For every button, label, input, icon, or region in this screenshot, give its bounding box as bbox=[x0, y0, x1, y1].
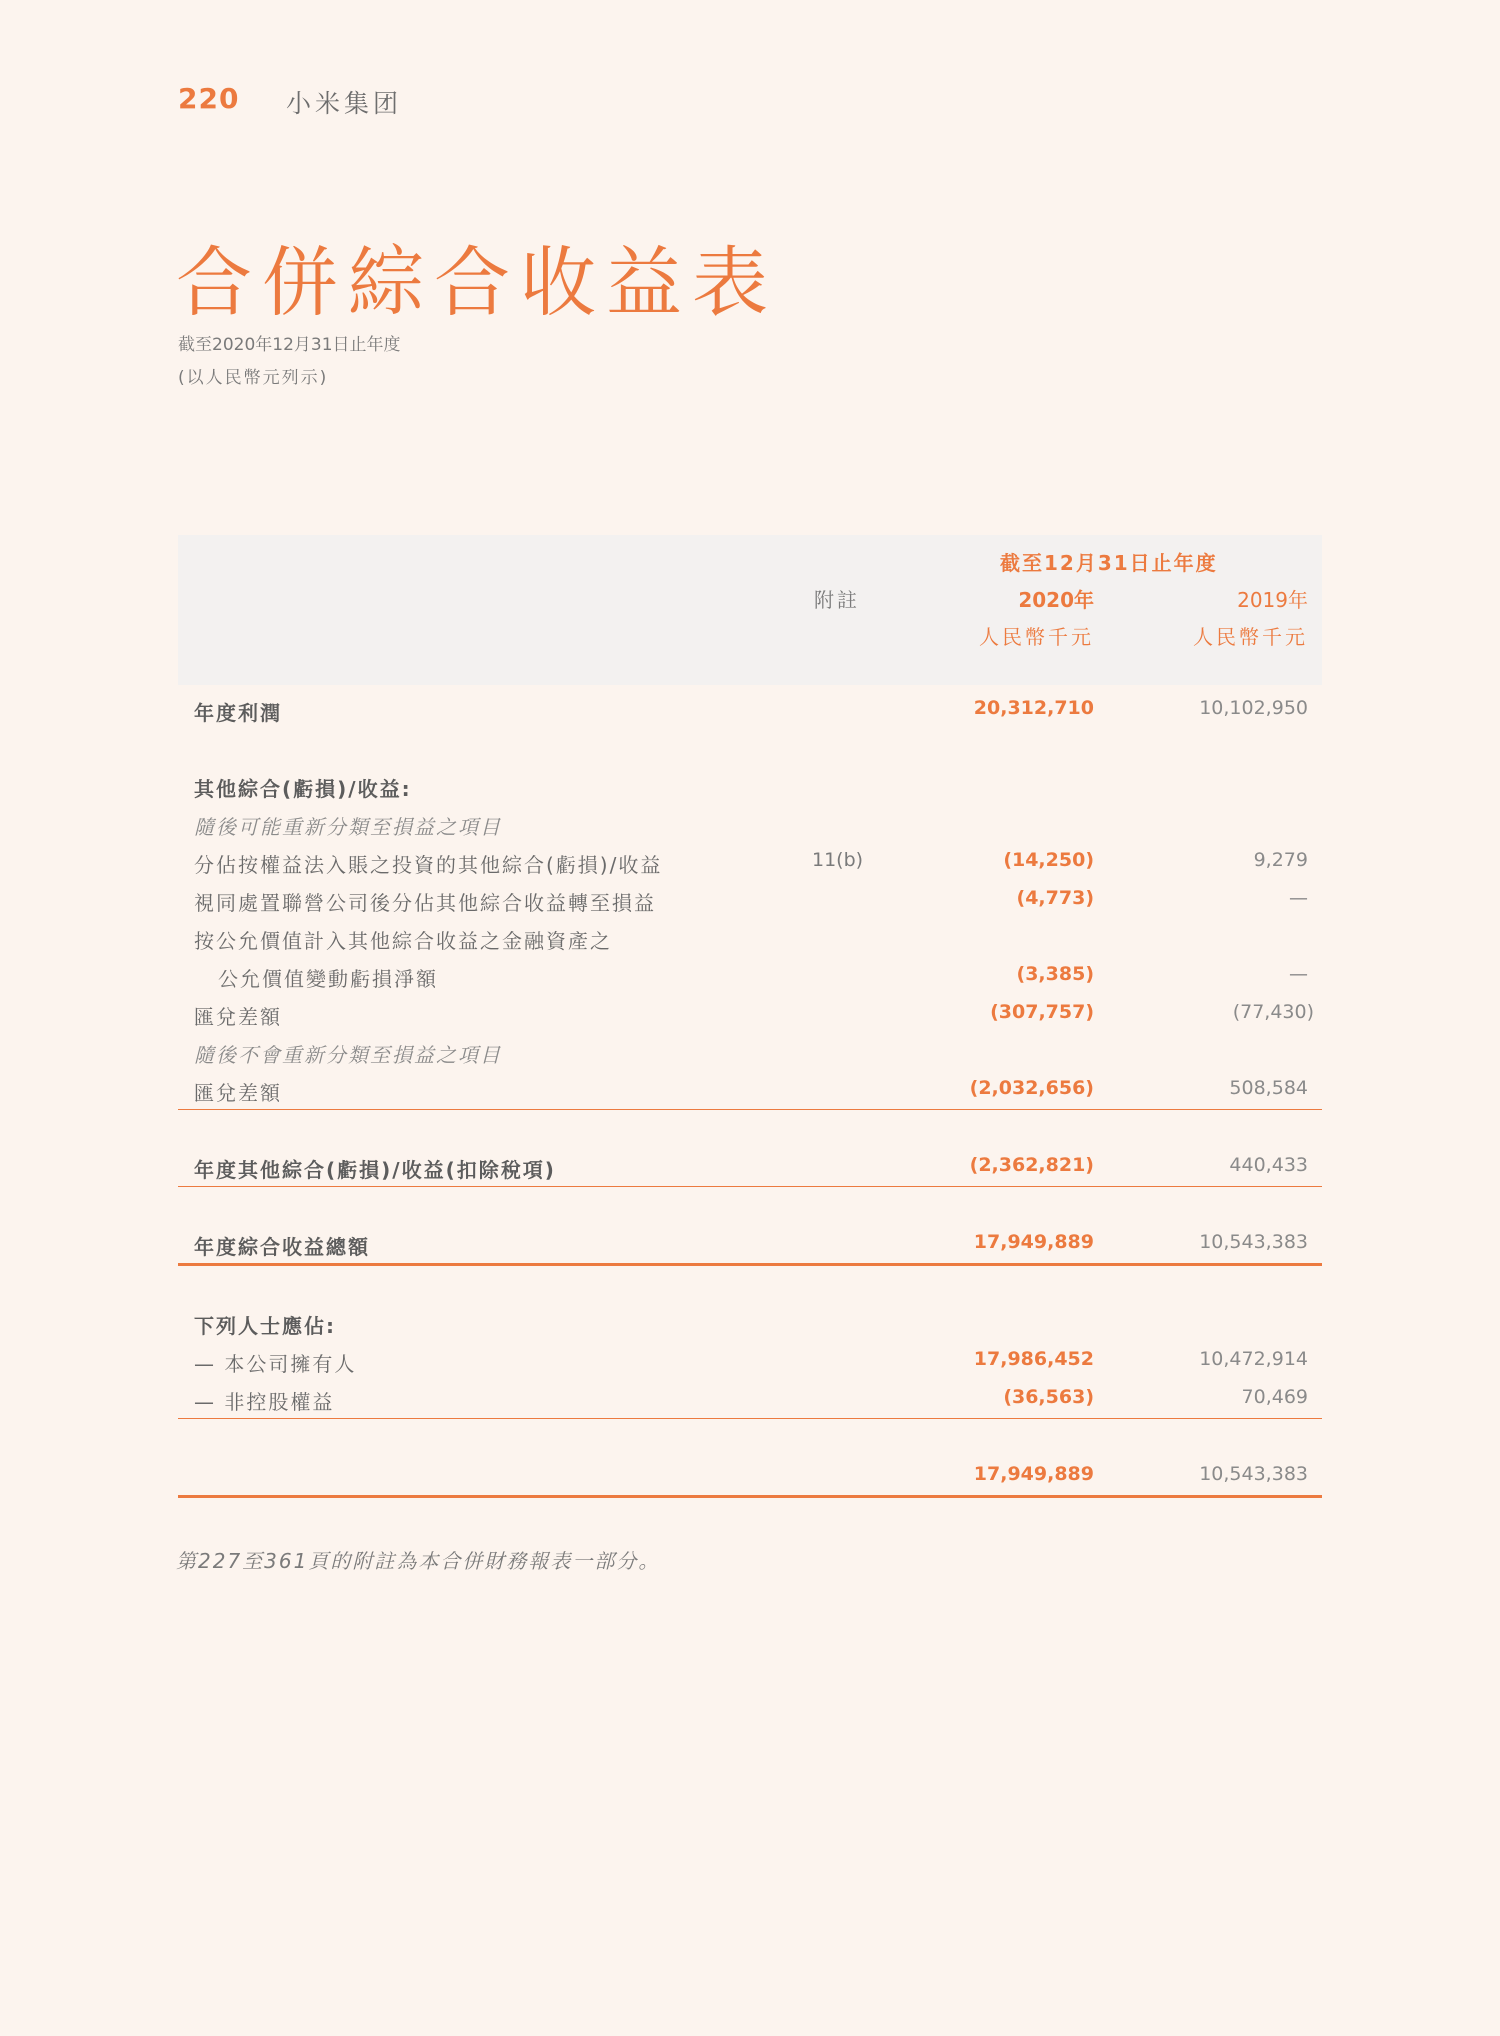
value-2019: — bbox=[1289, 963, 1308, 985]
table-row bbox=[178, 767, 1322, 805]
footnote: 第227至361頁的附註為本合併財務報表一部分。 bbox=[176, 1549, 661, 1573]
table-row bbox=[178, 1033, 1322, 1071]
period-header: 截至12月31日止年度 bbox=[1000, 551, 1218, 575]
value-2020: (3,385) bbox=[1016, 963, 1094, 985]
row-label: 匯兌差額 bbox=[194, 1005, 282, 1029]
row-label: — 非控股權益 bbox=[194, 1390, 335, 1414]
row-label: 年度其他綜合(虧損)/收益(扣除稅項) bbox=[194, 1158, 556, 1182]
table-row bbox=[178, 995, 1322, 1033]
row-label: 其他綜合(虧損)/收益: bbox=[194, 777, 412, 801]
table-row bbox=[178, 1148, 1322, 1187]
table-row bbox=[178, 843, 1322, 881]
value-2020: (36,563) bbox=[1003, 1386, 1094, 1408]
value-2020: 20,312,710 bbox=[973, 697, 1094, 719]
row-label: 年度利潤 bbox=[194, 701, 282, 725]
value-2019: 10,102,950 bbox=[1199, 697, 1308, 719]
row-label: 公允價值變動虧損淨額 bbox=[218, 967, 438, 991]
value-2020: (307,757) bbox=[990, 1001, 1094, 1023]
unit-2020-header: 人民幣千元 bbox=[979, 625, 1094, 649]
value-2020: (2,032,656) bbox=[969, 1077, 1094, 1099]
table-row bbox=[178, 881, 1322, 919]
value-2019: 70,469 bbox=[1241, 1386, 1308, 1408]
row-label: 分佔按權益法入賬之投資的其他綜合(虧損)/收益 bbox=[194, 853, 663, 877]
table-row bbox=[178, 919, 1322, 957]
value-2019: 508,584 bbox=[1229, 1077, 1308, 1099]
value-2019: — bbox=[1289, 887, 1308, 909]
row-label: 隨後不會重新分類至損益之項目 bbox=[194, 1043, 502, 1067]
table-row bbox=[178, 957, 1322, 995]
page-title: 合併綜合收益表 bbox=[176, 238, 778, 327]
year-2020-header: 2020年 bbox=[1018, 588, 1094, 612]
table-row bbox=[178, 1380, 1322, 1419]
row-label: 年度綜合收益總額 bbox=[194, 1235, 370, 1259]
value-2019: 10,543,383 bbox=[1199, 1463, 1308, 1485]
value-2020: (14,250) bbox=[1003, 849, 1094, 871]
value-2019: 10,472,914 bbox=[1199, 1348, 1308, 1370]
row-label: 隨後可能重新分類至損益之項目 bbox=[194, 815, 502, 839]
note-ref: 11(b) bbox=[812, 849, 864, 871]
table-body bbox=[178, 685, 1322, 1498]
company-name: 小米集团 bbox=[286, 89, 403, 118]
row-label: 下列人士應佔: bbox=[194, 1314, 336, 1338]
table-row bbox=[178, 1342, 1322, 1380]
income-statement-table bbox=[178, 535, 1322, 1498]
table-row bbox=[178, 691, 1322, 729]
row-label: 匯兌差額 bbox=[194, 1081, 282, 1105]
value-2020: 17,949,889 bbox=[973, 1463, 1094, 1485]
table-row bbox=[178, 1457, 1322, 1498]
value-2019: 9,279 bbox=[1253, 849, 1308, 871]
table-row bbox=[178, 1071, 1322, 1110]
table-header bbox=[178, 535, 1322, 685]
table-row bbox=[178, 1304, 1322, 1342]
value-2019: 10,543,383 bbox=[1199, 1231, 1308, 1253]
value-2019: 440,433 bbox=[1229, 1154, 1308, 1176]
page-number: 220 bbox=[178, 82, 240, 115]
currency-subtitle: (以人民幣元列示) bbox=[178, 368, 329, 388]
year-2019-header: 2019年 bbox=[1237, 588, 1308, 612]
value-2020: 17,986,452 bbox=[973, 1348, 1094, 1370]
unit-2019-header: 人民幣千元 bbox=[1193, 625, 1308, 649]
row-label: 視同處置聯營公司後分佔其他綜合收益轉至損益 bbox=[194, 891, 656, 915]
note-column-header: 附註 bbox=[814, 588, 860, 612]
period-subtitle: 截至2020年12月31日止年度 bbox=[178, 335, 401, 355]
table-row bbox=[178, 1225, 1322, 1266]
table-row bbox=[178, 805, 1322, 843]
row-label: 按公允價值計入其他綜合收益之金融資產之 bbox=[194, 929, 612, 953]
value-2019: (77,430) bbox=[1232, 1001, 1314, 1023]
value-2020: 17,949,889 bbox=[973, 1231, 1094, 1253]
value-2020: (2,362,821) bbox=[969, 1154, 1094, 1176]
value-2020: (4,773) bbox=[1016, 887, 1094, 909]
row-label: — 本公司擁有人 bbox=[194, 1352, 357, 1376]
